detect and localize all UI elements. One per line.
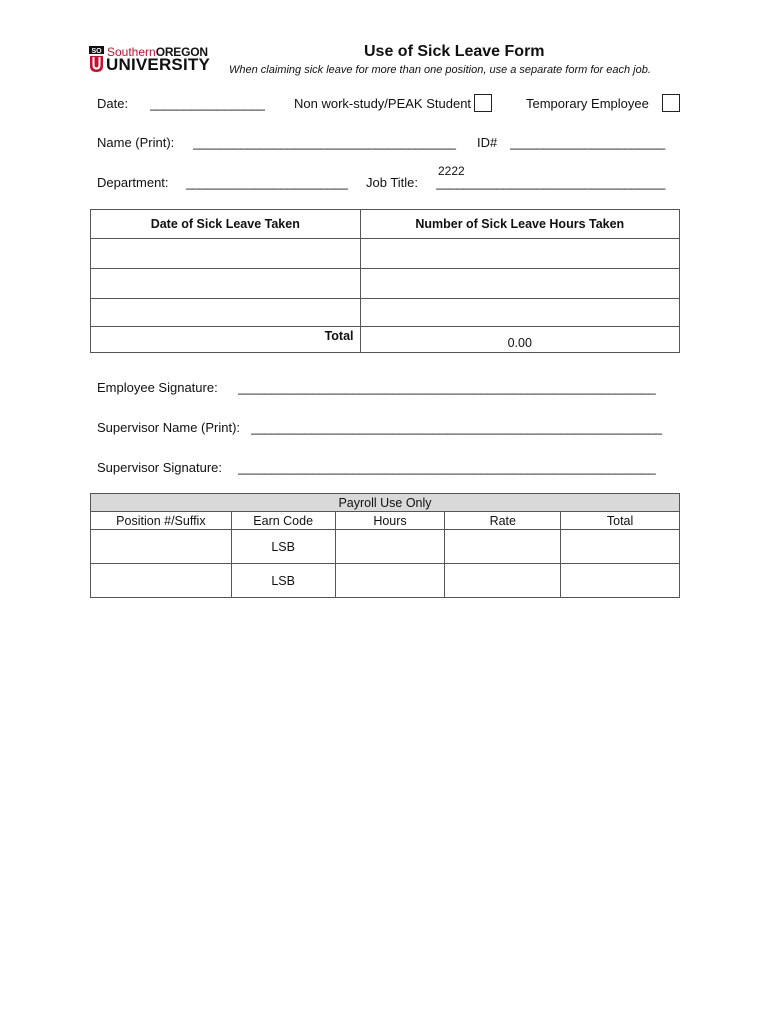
supervisor-name-field[interactable]: _____________________________________________________________ (251, 420, 662, 435)
position-suffix-header: Position #/Suffix (91, 512, 232, 530)
date-taken-cell[interactable] (91, 269, 361, 299)
hours-taken-cell[interactable] (360, 269, 679, 299)
supervisor-signature-label: Supervisor Signature: (97, 460, 223, 475)
date-label: Date: (97, 96, 129, 111)
rate-header: Rate (445, 512, 561, 530)
hours-header: Hours (335, 512, 445, 530)
form-subtitle: When claiming sick leave for more than one position, use a separate form for each job. (229, 64, 651, 76)
payroll-title-row (91, 494, 680, 512)
non-work-study-label: Non work-study/PEAK Student (294, 96, 472, 111)
total-cell[interactable] (561, 564, 680, 598)
form-title: Use of Sick Leave Form (364, 43, 545, 60)
hours-cell[interactable] (335, 564, 445, 598)
earn-code-cell: LSB (231, 530, 335, 564)
non-work-study-checkbox[interactable] (474, 94, 492, 112)
job-title-field[interactable]: __________________________________ (436, 175, 665, 190)
payroll-title: Payroll Use Only (91, 494, 680, 512)
payroll-header-row (91, 512, 680, 530)
logo-southern: Southern (107, 45, 156, 59)
department-label: Department: (97, 175, 169, 190)
table-row (91, 530, 680, 564)
job-title-value: 2222 (438, 164, 465, 178)
sick-leave-table (90, 209, 680, 353)
total-cell[interactable] (561, 530, 680, 564)
table-row (91, 564, 680, 598)
supervisor-signature-field[interactable]: ______________________________________________________________ (238, 460, 656, 475)
name-field[interactable]: _______________________________________ (193, 135, 456, 150)
date-field[interactable]: _________________ (150, 96, 265, 111)
rate-cell[interactable] (445, 530, 561, 564)
rate-cell[interactable] (445, 564, 561, 598)
id-field[interactable]: _______________________ (510, 135, 665, 150)
id-label: ID# (477, 135, 498, 150)
hours-taken-cell[interactable] (360, 239, 679, 269)
logo-oregon: OREGON (155, 45, 208, 59)
earn-code-header: Earn Code (231, 512, 335, 530)
hours-taken-cell[interactable] (360, 299, 679, 327)
payroll-table (90, 493, 680, 598)
table-row (91, 239, 680, 269)
sick-leave-header-row (91, 210, 680, 239)
employee-signature-field[interactable]: ______________________________________________________________ (238, 380, 656, 395)
date-taken-cell[interactable] (91, 239, 361, 269)
total-row (91, 327, 680, 353)
position-cell[interactable] (91, 564, 232, 598)
total-header: Total (561, 512, 680, 530)
date-taken-header: Date of Sick Leave Taken (91, 210, 361, 239)
earn-code-cell: LSB (231, 564, 335, 598)
total-label: Total (91, 327, 361, 353)
temporary-employee-checkbox[interactable] (662, 94, 680, 112)
department-field[interactable]: ________________________ (186, 175, 348, 190)
job-title-label: Job Title: (366, 175, 419, 190)
total-hours-value: 0.00 (360, 327, 679, 353)
hours-taken-header: Number of Sick Leave Hours Taken (360, 210, 679, 239)
date-taken-cell[interactable] (91, 299, 361, 327)
university-logo-mark (89, 46, 104, 72)
employee-signature-label: Employee Signature: (97, 380, 218, 395)
table-row (91, 269, 680, 299)
svg-text:SO: SO (91, 48, 102, 55)
name-label: Name (Print): (97, 135, 175, 150)
temporary-employee-label: Temporary Employee (526, 96, 649, 111)
table-row (91, 299, 680, 327)
hours-cell[interactable] (335, 530, 445, 564)
logo-university: UNIVERSITY (106, 55, 211, 74)
position-cell[interactable] (91, 530, 232, 564)
supervisor-name-label: Supervisor Name (Print): (97, 420, 241, 435)
